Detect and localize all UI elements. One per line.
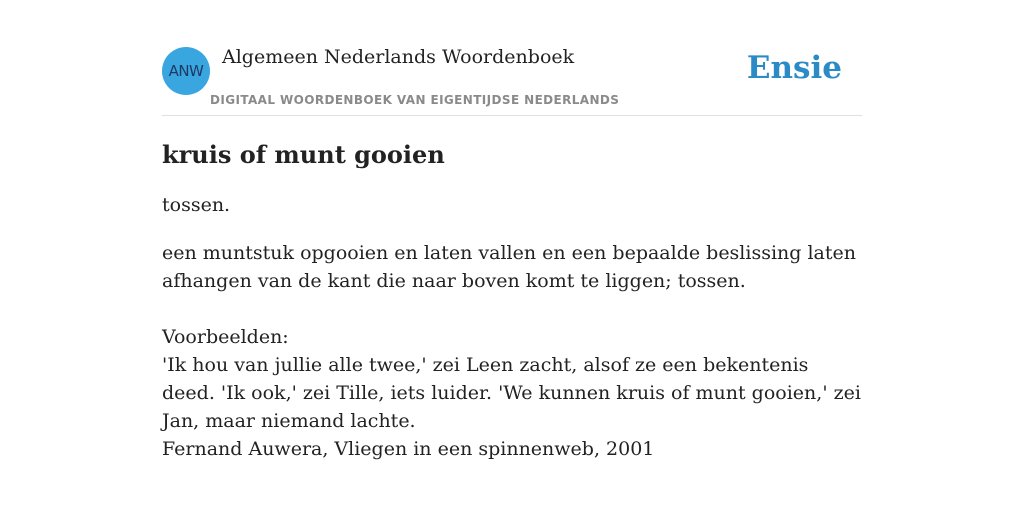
anw-logo[interactable] bbox=[162, 47, 210, 95]
short-definition: tossen. bbox=[162, 194, 231, 216]
example-source: Fernand Auwera, Vliegen in een spinnenweb, 2001 bbox=[162, 438, 655, 460]
examples-label: Voorbeelden: bbox=[162, 326, 289, 348]
headword: kruis of munt gooien bbox=[162, 140, 445, 169]
full-definition: een muntstuk opgooien en laten vallen en een bepaalde beslissing laten afhangen van de kant die naar boven komt te liggen; tossen. bbox=[162, 242, 857, 292]
header bbox=[162, 0, 862, 116]
ensie-brand-link[interactable]: Ensie bbox=[746, 50, 842, 86]
page bbox=[162, 0, 862, 512]
logo-text: ANW bbox=[168, 62, 204, 80]
dictionary-subtitle: DIGITAAL WOORDENBOEK VAN EIGENTIJDSE NEDERLANDS bbox=[210, 93, 620, 107]
dictionary-title[interactable]: Algemeen Nederlands Woordenboek bbox=[222, 46, 575, 68]
example-quote: 'Ik hou van jullie alle twee,' zei Leen zacht, alsof ze een bekentenis deed. 'Ik ook,' zei Tille, iets luider. 'We kunnen kruis of munt gooien,' zei Jan, maar niemand lachte. bbox=[162, 354, 861, 432]
